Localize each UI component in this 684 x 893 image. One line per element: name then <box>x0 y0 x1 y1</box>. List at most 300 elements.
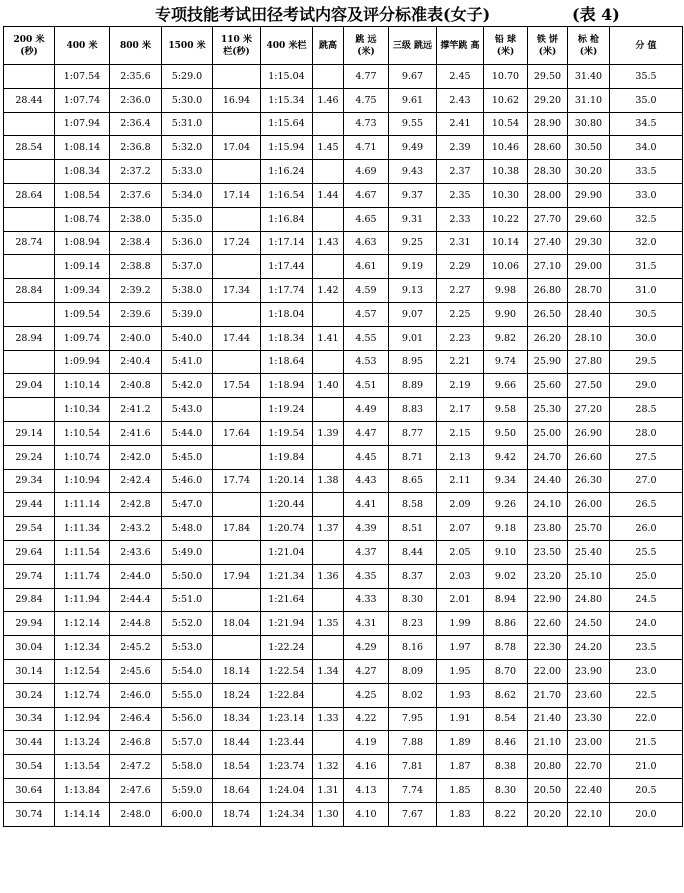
table-cell: 8.65 <box>389 469 437 493</box>
table-cell: 2:44.0 <box>110 564 162 588</box>
table-cell: 2.39 <box>437 136 484 160</box>
table-cell: 8.23 <box>389 612 437 636</box>
table-cell: 1.36 <box>313 564 344 588</box>
table-cell: 2:37.2 <box>110 160 162 184</box>
table-cell: 25.30 <box>528 398 568 422</box>
table-cell: 1:16.24 <box>261 160 313 184</box>
table-cell: 8.09 <box>389 659 437 683</box>
table-cell: 31.40 <box>568 65 610 89</box>
table-cell: 4.19 <box>344 731 389 755</box>
table-cell: 21.0 <box>610 755 683 779</box>
table-cell: 10.38 <box>484 160 528 184</box>
table-cell: 9.42 <box>484 445 528 469</box>
table-cell: 9.34 <box>484 469 528 493</box>
table-cell: 1.97 <box>437 636 484 660</box>
table-cell: 1:08.94 <box>55 231 110 255</box>
table-cell: 4.16 <box>344 755 389 779</box>
table-cell: 9.19 <box>389 255 437 279</box>
column-header <box>261 27 313 65</box>
column-header <box>313 27 344 65</box>
table-cell: 1:11.94 <box>55 588 110 612</box>
table-row <box>4 778 683 802</box>
table-cell <box>213 160 261 184</box>
table-cell: 29.00 <box>568 255 610 279</box>
table-cell: 8.37 <box>389 564 437 588</box>
table-cell: 2.01 <box>437 588 484 612</box>
table-cell: 24.20 <box>568 636 610 660</box>
table-cell: 4.37 <box>344 540 389 564</box>
table-cell: 21.5 <box>610 731 683 755</box>
table-cell: 2:37.6 <box>110 183 162 207</box>
column-header <box>484 27 528 65</box>
table-cell: 27.70 <box>528 207 568 231</box>
table-cell: 4.77 <box>344 65 389 89</box>
table-cell: 2.15 <box>437 421 484 445</box>
table-cell: 5:38.0 <box>162 279 213 303</box>
table-cell: 25.90 <box>528 350 568 374</box>
table-cell: 2:39.6 <box>110 302 162 326</box>
table-cell: 1.42 <box>313 279 344 303</box>
table-cell: 1.45 <box>313 136 344 160</box>
table-cell: 2:43.2 <box>110 517 162 541</box>
table-cell: 5:44.0 <box>162 421 213 445</box>
table-cell: 31.10 <box>568 88 610 112</box>
table-cell: 4.67 <box>344 183 389 207</box>
table-cell: 18.74 <box>213 802 261 826</box>
table-cell: 27.50 <box>568 374 610 398</box>
table-cell: 9.61 <box>389 88 437 112</box>
table-cell: 7.67 <box>389 802 437 826</box>
table-cell: 1.40 <box>313 374 344 398</box>
table-cell: 29.60 <box>568 207 610 231</box>
table-cell: 1:11.74 <box>55 564 110 588</box>
table-cell: 4.41 <box>344 493 389 517</box>
table-row <box>4 469 683 493</box>
table-cell: 1:15.04 <box>261 65 313 89</box>
table-cell: 8.95 <box>389 350 437 374</box>
table-cell: 2:45.2 <box>110 636 162 660</box>
table-cell: 34.0 <box>610 136 683 160</box>
table-cell <box>213 350 261 374</box>
table-cell <box>313 493 344 517</box>
table-cell: 2.07 <box>437 517 484 541</box>
table-cell: 1:18.04 <box>261 302 313 326</box>
table-cell: 2.27 <box>437 279 484 303</box>
table-cell: 2:39.2 <box>110 279 162 303</box>
table-cell: 23.0 <box>610 659 683 683</box>
table-cell: 1:10.14 <box>55 374 110 398</box>
table-cell: 23.30 <box>568 707 610 731</box>
column-header <box>162 27 213 65</box>
table-cell: 29.34 <box>4 469 55 493</box>
table-cell: 1:23.74 <box>261 755 313 779</box>
table-cell: 2:35.6 <box>110 65 162 89</box>
column-header <box>55 27 110 65</box>
table-cell: 2:47.2 <box>110 755 162 779</box>
table-cell <box>313 350 344 374</box>
table-cell: 1.89 <box>437 731 484 755</box>
table-cell: 2.21 <box>437 350 484 374</box>
table-cell: 17.14 <box>213 183 261 207</box>
table-cell: 10.54 <box>484 112 528 136</box>
table-cell: 2:44.8 <box>110 612 162 636</box>
table-cell: 5:46.0 <box>162 469 213 493</box>
table-cell: 28.70 <box>568 279 610 303</box>
table-cell: 4.29 <box>344 636 389 660</box>
table-cell: 1:17.14 <box>261 231 313 255</box>
table-cell: 8.54 <box>484 707 528 731</box>
table-cell: 2:41.6 <box>110 421 162 445</box>
table-cell: 30.5 <box>610 302 683 326</box>
column-header-label: 400 米 <box>66 40 98 51</box>
table-cell <box>313 731 344 755</box>
table-cell: 9.58 <box>484 398 528 422</box>
table-cell: 29.20 <box>528 88 568 112</box>
table-row <box>4 302 683 326</box>
table-cell: 8.83 <box>389 398 437 422</box>
table-cell: 5:37.0 <box>162 255 213 279</box>
table-cell: 8.58 <box>389 493 437 517</box>
table-cell: 1:22.24 <box>261 636 313 660</box>
table-cell: 7.95 <box>389 707 437 731</box>
table-cell: 4.63 <box>344 231 389 255</box>
table-cell <box>313 540 344 564</box>
table-cell: 35.5 <box>610 65 683 89</box>
table-cell: 22.40 <box>568 778 610 802</box>
table-cell: 5:40.0 <box>162 326 213 350</box>
table-cell: 29.14 <box>4 421 55 445</box>
table-row <box>4 659 683 683</box>
table-cell: 22.5 <box>610 683 683 707</box>
table-cell: 4.61 <box>344 255 389 279</box>
table-cell: 5:49.0 <box>162 540 213 564</box>
table-cell: 5:47.0 <box>162 493 213 517</box>
table-row <box>4 564 683 588</box>
table-cell: 17.74 <box>213 469 261 493</box>
table-cell: 2:45.6 <box>110 659 162 683</box>
table-cell: 23.00 <box>568 731 610 755</box>
table-cell: 30.74 <box>4 802 55 826</box>
table-cell <box>313 255 344 279</box>
table-cell: 28.5 <box>610 398 683 422</box>
column-header-label: 110 米 栏(秒) <box>221 34 252 57</box>
table-row <box>4 350 683 374</box>
table-row <box>4 255 683 279</box>
table-cell: 4.31 <box>344 612 389 636</box>
table-cell: 28.90 <box>528 112 568 136</box>
table-cell: 28.0 <box>610 421 683 445</box>
table-cell: 9.26 <box>484 493 528 517</box>
table-cell: 1:21.04 <box>261 540 313 564</box>
table-cell: 1:12.34 <box>55 636 110 660</box>
table-cell <box>213 540 261 564</box>
table-cell: 1.93 <box>437 683 484 707</box>
table-cell: 2:41.2 <box>110 398 162 422</box>
table-cell: 28.64 <box>4 183 55 207</box>
table-cell <box>213 65 261 89</box>
table-cell: 27.5 <box>610 445 683 469</box>
table-cell: 2:38.0 <box>110 207 162 231</box>
table-cell: 1:15.34 <box>261 88 313 112</box>
column-header <box>344 27 389 65</box>
table-cell: 24.50 <box>568 612 610 636</box>
table-cell: 22.70 <box>568 755 610 779</box>
table-cell: 2:47.6 <box>110 778 162 802</box>
table-cell: 20.80 <box>528 755 568 779</box>
table-cell: 32.0 <box>610 231 683 255</box>
table-cell: 10.06 <box>484 255 528 279</box>
table-cell: 9.74 <box>484 350 528 374</box>
table-cell: 4.43 <box>344 469 389 493</box>
table-cell: 9.50 <box>484 421 528 445</box>
table-cell: 24.0 <box>610 612 683 636</box>
table-cell: 30.34 <box>4 707 55 731</box>
table-cell: 28.84 <box>4 279 55 303</box>
table-cell: 2.13 <box>437 445 484 469</box>
table-row <box>4 445 683 469</box>
table-cell: 1:20.74 <box>261 517 313 541</box>
table-cell: 1:16.84 <box>261 207 313 231</box>
table-cell: 2:38.4 <box>110 231 162 255</box>
table-row <box>4 326 683 350</box>
table-cell: 4.33 <box>344 588 389 612</box>
table-cell: 1.37 <box>313 517 344 541</box>
table-cell <box>4 112 55 136</box>
table-cell: 1:15.94 <box>261 136 313 160</box>
table-cell: 31.0 <box>610 279 683 303</box>
column-header-label: 三级 跳远 <box>392 40 433 51</box>
table-cell: 4.45 <box>344 445 389 469</box>
table-cell: 2.05 <box>437 540 484 564</box>
table-cell: 4.59 <box>344 279 389 303</box>
table-cell <box>313 445 344 469</box>
table-row <box>4 540 683 564</box>
table-cell: 26.00 <box>568 493 610 517</box>
table-cell: 5:36.0 <box>162 231 213 255</box>
table-cell: 4.49 <box>344 398 389 422</box>
table-cell: 8.22 <box>484 802 528 826</box>
table-cell: 22.00 <box>528 659 568 683</box>
table-cell: 17.84 <box>213 517 261 541</box>
table-cell: 2.25 <box>437 302 484 326</box>
table-cell: 1.87 <box>437 755 484 779</box>
table-cell: 10.70 <box>484 65 528 89</box>
table-cell: 4.39 <box>344 517 389 541</box>
table-cell: 1:09.34 <box>55 279 110 303</box>
table-cell: 1:09.94 <box>55 350 110 374</box>
table-row <box>4 517 683 541</box>
table-cell: 24.40 <box>528 469 568 493</box>
table-cell: 2:46.0 <box>110 683 162 707</box>
table-cell: 20.50 <box>528 778 568 802</box>
table-cell: 23.80 <box>528 517 568 541</box>
column-header-label: 撑竿跳 高 <box>440 40 480 51</box>
table-cell: 23.60 <box>568 683 610 707</box>
table-cell: 17.24 <box>213 231 261 255</box>
table-cell: 18.34 <box>213 707 261 731</box>
table-cell: 5:48.0 <box>162 517 213 541</box>
table-row <box>4 231 683 255</box>
table-cell <box>213 302 261 326</box>
table-cell: 30.0 <box>610 326 683 350</box>
table-cell: 2.11 <box>437 469 484 493</box>
table-row <box>4 612 683 636</box>
table-cell: 30.64 <box>4 778 55 802</box>
table-cell: 2.35 <box>437 183 484 207</box>
table-cell <box>4 207 55 231</box>
table-cell: 28.74 <box>4 231 55 255</box>
table-cell: 30.04 <box>4 636 55 660</box>
table-cell: 8.78 <box>484 636 528 660</box>
table-cell: 1:11.54 <box>55 540 110 564</box>
table-cell: 2:36.8 <box>110 136 162 160</box>
table-cell: 28.60 <box>528 136 568 160</box>
table-cell <box>313 65 344 89</box>
table-cell: 1.99 <box>437 612 484 636</box>
table-cell: 4.69 <box>344 160 389 184</box>
table-cell: 5:54.0 <box>162 659 213 683</box>
table-cell: 2:40.0 <box>110 326 162 350</box>
table-cell: 5:34.0 <box>162 183 213 207</box>
table-cell <box>313 160 344 184</box>
table-cell: 4.57 <box>344 302 389 326</box>
table-cell: 2.09 <box>437 493 484 517</box>
table-cell: 27.20 <box>568 398 610 422</box>
table-cell: 8.38 <box>484 755 528 779</box>
table-cell: 5:56.0 <box>162 707 213 731</box>
table-cell <box>313 683 344 707</box>
table-row <box>4 755 683 779</box>
table-cell: 1:18.34 <box>261 326 313 350</box>
table-cell: 10.22 <box>484 207 528 231</box>
table-cell: 10.62 <box>484 88 528 112</box>
table-row <box>4 207 683 231</box>
table-cell: 29.50 <box>528 65 568 89</box>
table-cell: 9.37 <box>389 183 437 207</box>
table-header-row <box>4 27 683 65</box>
table-cell: 9.13 <box>389 279 437 303</box>
table-row <box>4 65 683 89</box>
table-cell: 1.95 <box>437 659 484 683</box>
table-row <box>4 731 683 755</box>
table-cell: 8.94 <box>484 588 528 612</box>
table-cell: 29.24 <box>4 445 55 469</box>
table-cell: 1:22.84 <box>261 683 313 707</box>
table-cell <box>313 207 344 231</box>
table-cell: 26.90 <box>568 421 610 445</box>
column-header <box>528 27 568 65</box>
table-cell <box>213 398 261 422</box>
column-header-label: 铁 饼 (米) <box>536 34 559 57</box>
table-cell: 2:40.4 <box>110 350 162 374</box>
table-cell <box>213 255 261 279</box>
table-cell: 5:50.0 <box>162 564 213 588</box>
table-cell: 9.66 <box>484 374 528 398</box>
table-cell: 1:21.64 <box>261 588 313 612</box>
table-cell: 31.5 <box>610 255 683 279</box>
table-cell: 9.18 <box>484 517 528 541</box>
table-cell: 4.10 <box>344 802 389 826</box>
table-cell: 1:12.74 <box>55 683 110 707</box>
table-row <box>4 88 683 112</box>
table-cell: 8.02 <box>389 683 437 707</box>
table-row <box>4 493 683 517</box>
table-cell: 4.65 <box>344 207 389 231</box>
table-cell: 27.0 <box>610 469 683 493</box>
table-cell <box>313 588 344 612</box>
column-header-label: 分 值 <box>635 40 657 51</box>
table-cell: 1:19.24 <box>261 398 313 422</box>
table-cell: 29.84 <box>4 588 55 612</box>
table-cell: 1:19.84 <box>261 445 313 469</box>
table-cell <box>213 445 261 469</box>
table-cell: 5:30.0 <box>162 88 213 112</box>
table-cell: 1:11.34 <box>55 517 110 541</box>
table-cell: 1:09.54 <box>55 302 110 326</box>
table-row <box>4 588 683 612</box>
table-cell: 2:42.4 <box>110 469 162 493</box>
table-cell: 9.01 <box>389 326 437 350</box>
table-cell: 8.77 <box>389 421 437 445</box>
table-cell: 28.30 <box>528 160 568 184</box>
table-cell: 9.98 <box>484 279 528 303</box>
table-cell: 23.5 <box>610 636 683 660</box>
column-header-label: 1500 米 <box>168 40 206 51</box>
table-cell: 1:17.44 <box>261 255 313 279</box>
table-cell: 1.43 <box>313 231 344 255</box>
table-cell: 8.89 <box>389 374 437 398</box>
table-cell: 28.40 <box>568 302 610 326</box>
table-cell: 1:18.64 <box>261 350 313 374</box>
table-cell: 1:24.04 <box>261 778 313 802</box>
table-cell: 25.00 <box>528 421 568 445</box>
table-cell: 10.14 <box>484 231 528 255</box>
table-cell: 1.91 <box>437 707 484 731</box>
table-cell: 1:11.14 <box>55 493 110 517</box>
table-cell: 2:48.0 <box>110 802 162 826</box>
table-cell: 29.0 <box>610 374 683 398</box>
table-cell: 2.23 <box>437 326 484 350</box>
table-cell: 29.30 <box>568 231 610 255</box>
table-cell: 23.50 <box>528 540 568 564</box>
table-cell: 18.14 <box>213 659 261 683</box>
table-cell: 2.33 <box>437 207 484 231</box>
table-cell: 5:39.0 <box>162 302 213 326</box>
table-cell <box>4 65 55 89</box>
table-cell: 27.10 <box>528 255 568 279</box>
table-cell: 1:12.14 <box>55 612 110 636</box>
table-cell: 5:32.0 <box>162 136 213 160</box>
table-cell: 1:17.74 <box>261 279 313 303</box>
table-cell: 24.5 <box>610 588 683 612</box>
table-cell: 26.80 <box>528 279 568 303</box>
table-cell: 21.70 <box>528 683 568 707</box>
table-cell: 30.20 <box>568 160 610 184</box>
column-header-label: 800 米 <box>120 40 151 51</box>
table-cell: 8.16 <box>389 636 437 660</box>
table-cell: 17.44 <box>213 326 261 350</box>
column-header <box>389 27 437 65</box>
table-cell: 2.03 <box>437 564 484 588</box>
table-cell: 26.30 <box>568 469 610 493</box>
table-cell: 25.5 <box>610 540 683 564</box>
column-header-label: 200 米 (秒) <box>13 34 45 57</box>
table-cell: 4.25 <box>344 683 389 707</box>
table-cell: 9.67 <box>389 65 437 89</box>
table-cell: 5:43.0 <box>162 398 213 422</box>
table-cell: 1:07.94 <box>55 112 110 136</box>
table-cell: 2.41 <box>437 112 484 136</box>
